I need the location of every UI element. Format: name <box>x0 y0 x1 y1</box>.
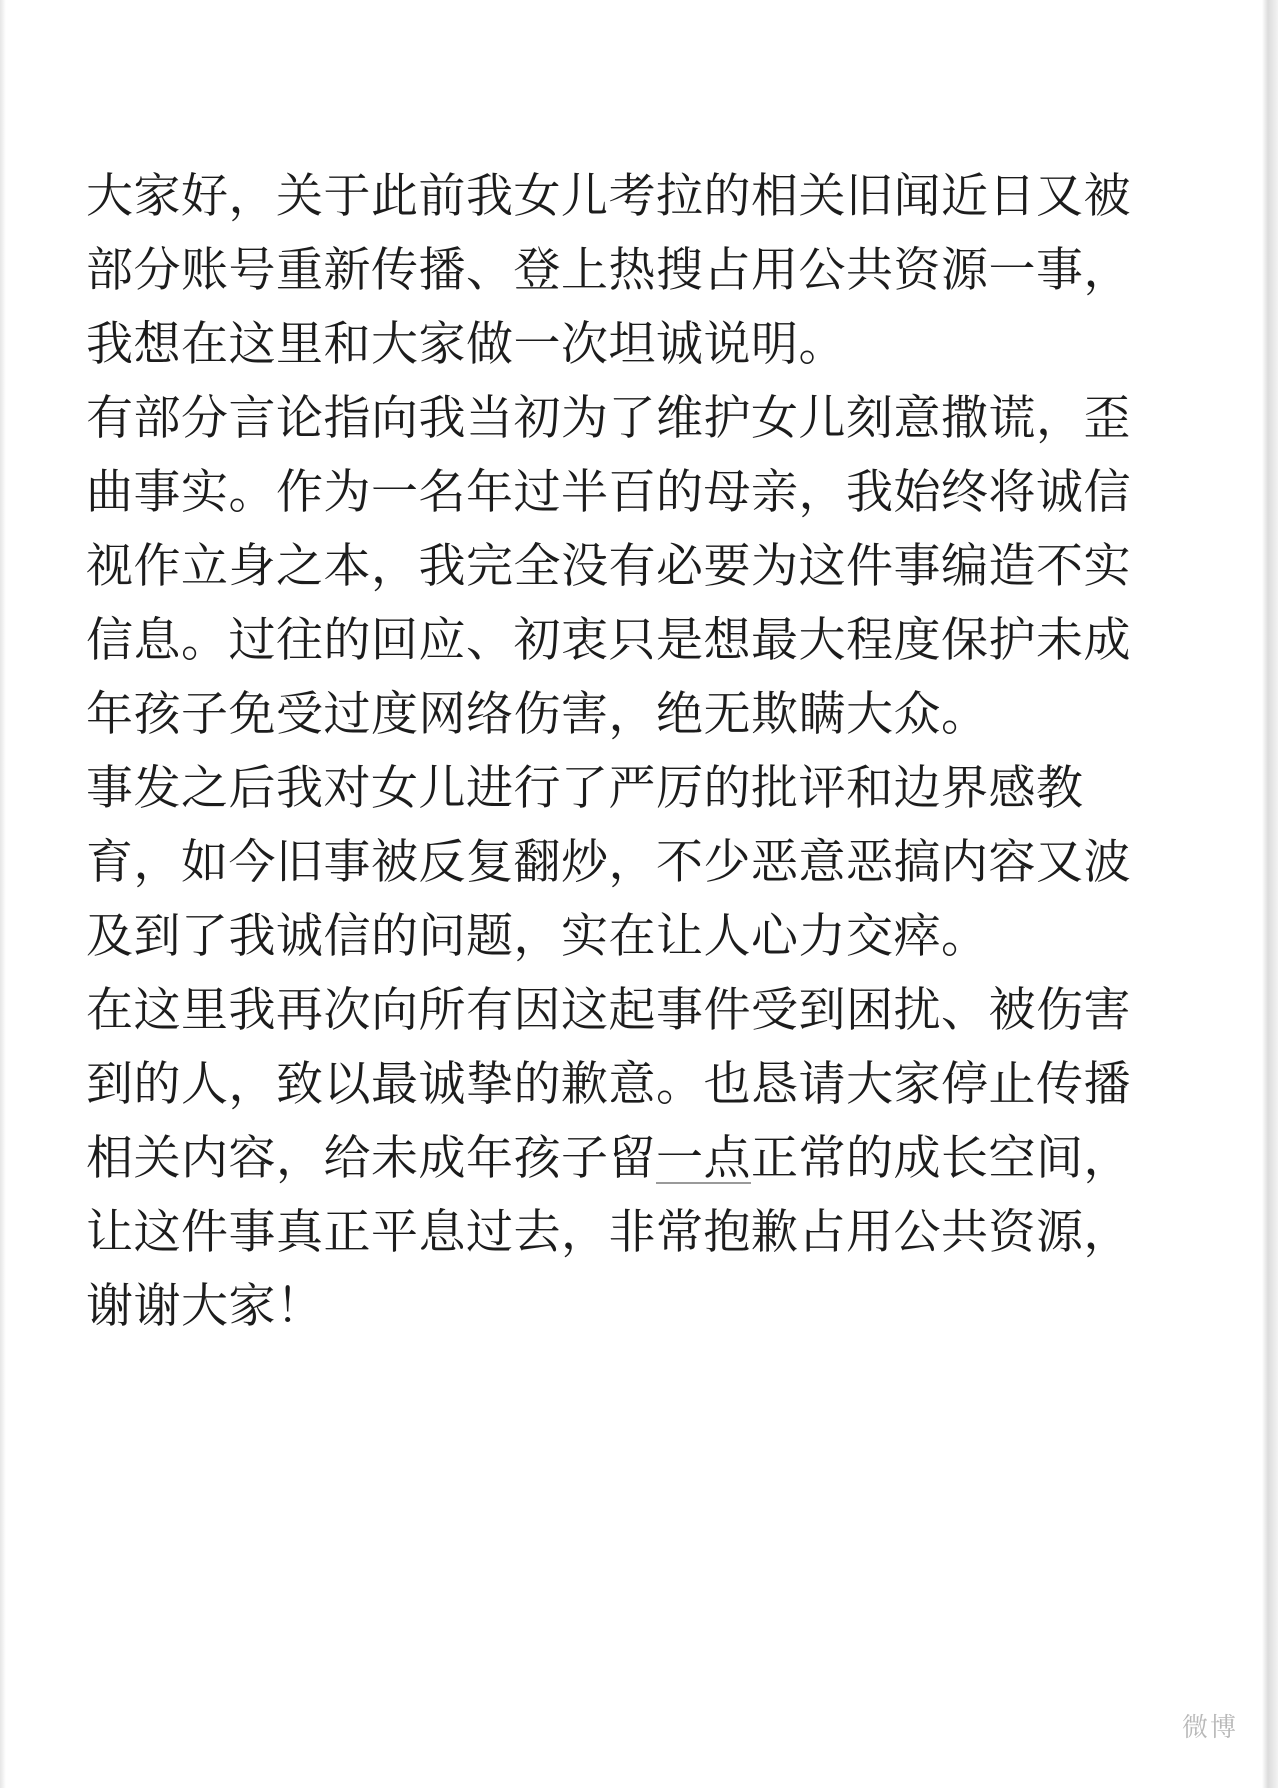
paragraph-clarification: 有部分言论指向我当初为了维护女儿刻意撒谎，歪曲事实。作为一名年过半百的母亲，我始终将诚信视作立身之本，我完全没有必要为这件事编造不实信息。过往的回应、初衷只是想最大程度保护未成年孩子免受过度网络伤害，绝无欺瞒大众。 <box>86 391 1131 742</box>
right-page-edge <box>1262 0 1278 1788</box>
statement-article <box>86 160 1166 1344</box>
paragraph-greeting: 大家好，关于此前我女儿考拉的相关旧闻近日又被部分账号重新传播、登上热搜占用公共资源一事，我想在这里和大家做一次坦诚说明。 <box>86 169 1131 372</box>
apology-text-end: 正常的成长空间，让这件事真正平息过去，非常抱歉占用公共资源，谢谢大家！ <box>86 1131 1131 1334</box>
paragraph-apology <box>86 974 1166 1344</box>
left-page-edge <box>0 0 6 1788</box>
underlined-phrase: 一点 <box>656 1131 751 1186</box>
watermark-text: 微博 <box>1181 1713 1238 1743</box>
apology-text-start: 在这里我再次向所有因这起事件受到困扰、被伤害到的人，致以最诚挚的歉意。也恳请大家停止传播相关内容，给未成年孩子留 <box>86 983 1131 1186</box>
paragraph-education: 事发之后我对女儿进行了严厉的批评和边界感教育，如今旧事被反复翻炒，不少恶意恶搞内容又波及到了我诚信的问题，实在让人心力交瘁。 <box>86 761 1131 964</box>
